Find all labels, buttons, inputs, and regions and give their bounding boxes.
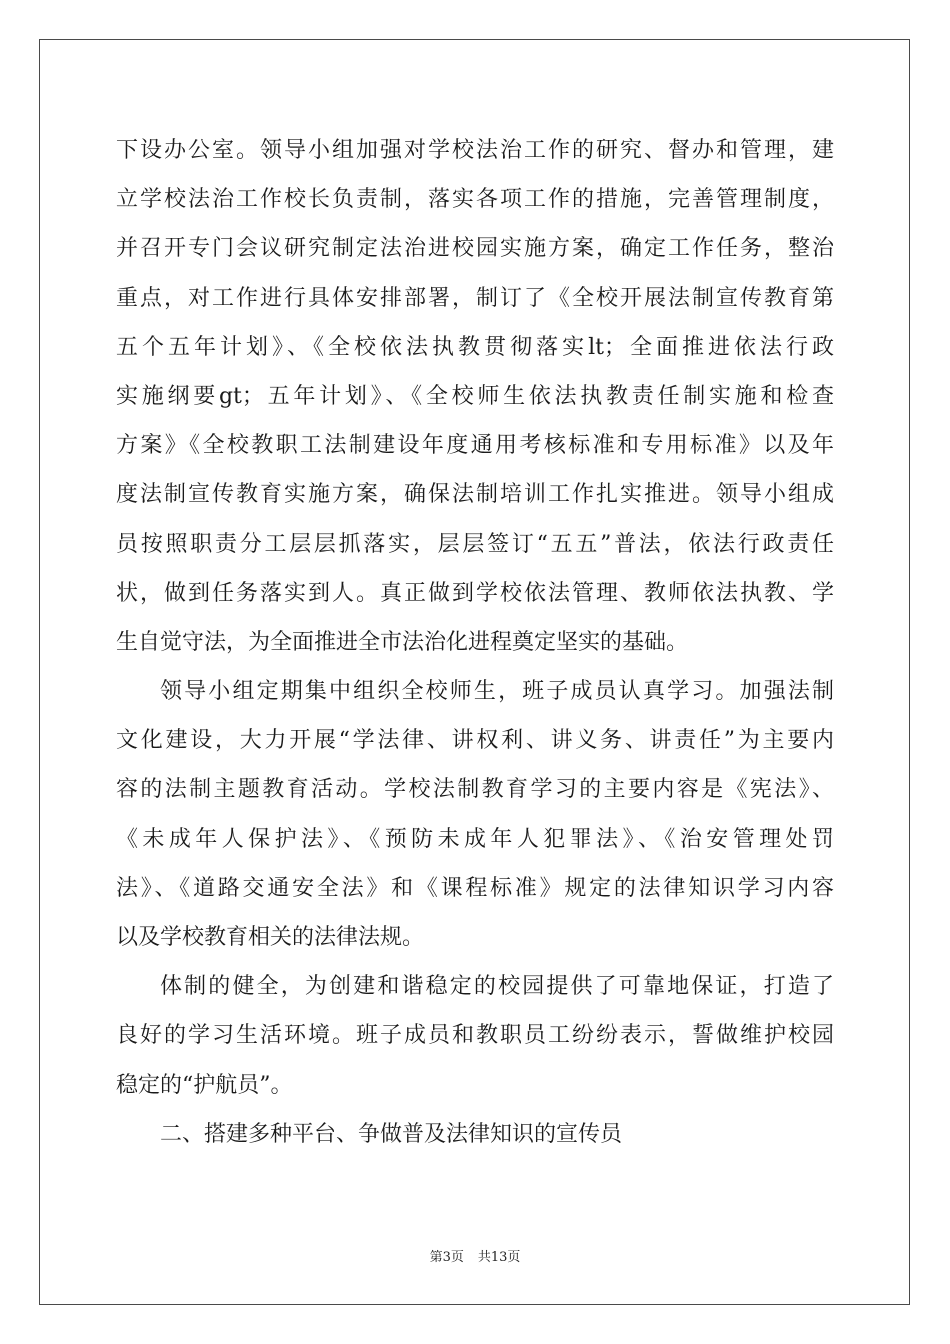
text-line: 领导小组定期集中组织全校师生，班子成员认真学习。加强法制 [160, 679, 834, 705]
page-total: 共13页 [477, 1250, 521, 1265]
text-line: 法》、《道路交通安全法》和《课程标准》规定的法律知识学习内容 [116, 875, 834, 901]
document-body [116, 126, 834, 1159]
text-line: 良好的学习生活环境。班子成员和教职员工纷纷表示，誓做维护校园 [116, 1023, 834, 1049]
text-line: 生自觉守法，为全面推进全市法治化进程奠定坚实的基础。 [116, 629, 689, 655]
text-line: 《未成年人保护法》、《预防未成年人犯罪法》、《治安管理处罚 [116, 826, 834, 852]
text-line: 重点，对工作进行具体安排部署，制订了《全校开展法制宣传教育第 [116, 285, 834, 311]
text-line: 文化建设，大力开展“学法律、讲权利、讲义务、讲责任”为主要内 [116, 728, 834, 754]
text-line: 状，做到任务落实到人。真正做到学校依法管理、教师依法执教、学 [116, 580, 834, 606]
text-line: 立学校法治工作校长负责制，落实各项工作的措施，完善管理制度， [116, 187, 834, 213]
text-line: 稳定的“护航员”。 [116, 1072, 293, 1098]
text-line: 下设办公室。领导小组加强对学校法治工作的研究、督办和管理，建 [116, 138, 834, 163]
text-line: 度法制宣传教育实施方案，确保法制培训工作扎实推进。领导小组成 [116, 482, 834, 508]
text-line: 五个五年计划》、《全校依法执教贯彻落实lt；全面推进依法行政 [116, 334, 834, 360]
page-number: 第3页 [429, 1250, 464, 1265]
text-line: 员按照职责分工层层抓落实，层层签订“五五”普法，依法行政责任 [116, 531, 834, 557]
text-line: 实施纲要gt；五年计划》、《全校师生依法执教责任制实施和检查 [116, 383, 834, 409]
text-line: 体制的健全，为创建和谐稳定的校园提供了可靠地保证，打造了 [160, 974, 834, 1000]
text-line: 以及学校教育相关的法律法规。 [116, 925, 425, 950]
text-line: 容的法制主题教育活动。学校法制教育学习的主要内容是《宪法》、 [116, 777, 834, 803]
page-footer [0, 1246, 950, 1265]
text-line: 并召开专门会议研究制定法治进校园实施方案，确定工作任务，整治 [116, 236, 834, 262]
text-line: 二、搭建多种平台、争做普及法律知识的宣传员 [160, 1121, 623, 1147]
text-line: 方案》《全校教职工法制建设年度通用考核标准和专用标准》以及年 [116, 433, 834, 459]
